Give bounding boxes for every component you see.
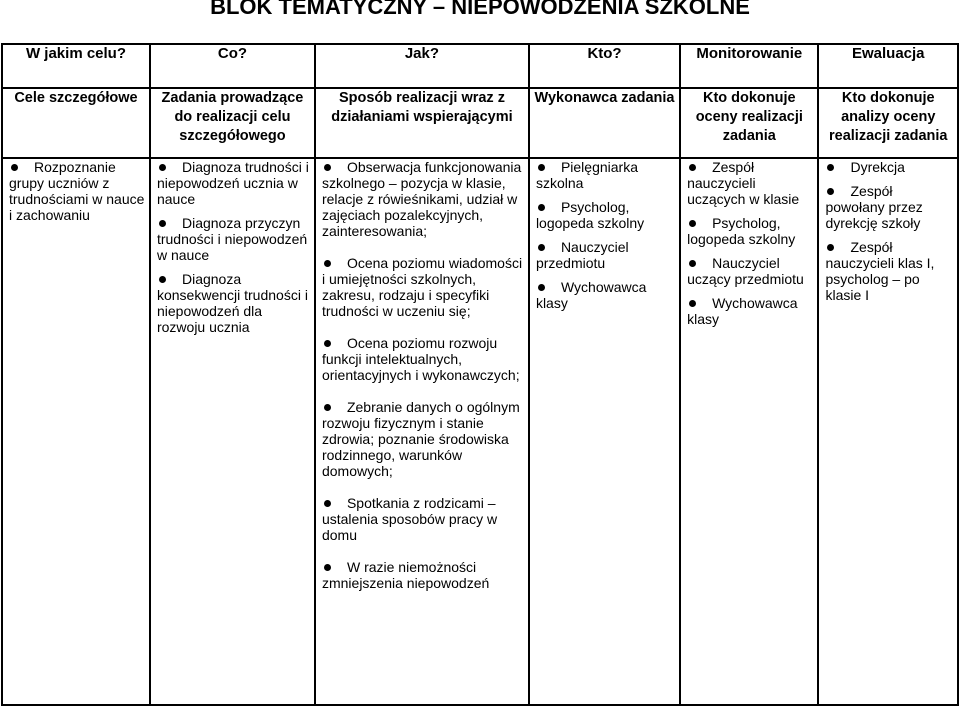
header-row-questions [2,44,958,88]
bullet-icon [538,164,545,171]
header-monitoring: Monitorowanie [680,44,818,88]
list-item [322,399,524,479]
list-item [322,559,524,591]
header-who: Kto? [529,44,680,88]
bullet-icon [324,564,331,571]
bullet-icon [538,204,545,211]
list-item [322,495,524,543]
header-evaluation: Ewaluacja [818,44,958,88]
list-item-text: Zespół powołany przez dyrekcję szkoły [825,183,923,231]
method-cell [315,158,529,705]
list-item [825,183,953,231]
list-item [9,159,145,223]
list-item-text: Ocena poziomu rozwoju funkcji intelektualnych, orientacyjnych i wykonawczych; [321,335,520,383]
list-item [157,271,310,335]
header-method: Sposób realizacji wraz z działaniami wspierającymi [315,88,529,158]
list-item [322,159,524,239]
list-item [687,295,813,327]
list-item-text: Wychowawca klasy [687,295,798,327]
page-title: BLOK TEMATYCZNY – NIEPOWODZENIA SZKOLNE [210,0,750,19]
assessor-cell [680,158,818,705]
bullet-icon [689,164,696,171]
header-row-descriptions [2,88,958,158]
header-why: W jakim celu? [2,44,150,88]
list-item-text: Obserwacja funkcjonowania szkolnego – pozycja w klasie, relacje z rówieśnikami, udział w zajęciach pozalekcyjnych, zainteresowania; [321,159,522,239]
bullet-icon [159,276,166,283]
header-how: Jak? [315,44,529,88]
bullet-icon [689,220,696,227]
header-tasks: Zadania prowadzące do realizacji celu szczegółowego [150,88,315,158]
list-item-text: Dyrekcja [850,159,905,175]
goals-cell [2,158,150,705]
list-item [536,159,675,191]
list-item [322,255,524,319]
bullet-icon [324,404,331,411]
bullet-icon [538,244,545,251]
list-item [687,255,813,287]
bullet-icon [689,260,696,267]
bullet-icon [324,340,331,347]
bullet-icon [827,188,834,195]
list-item [687,215,813,247]
analyst-cell [818,158,958,705]
plan-table [1,43,959,706]
list-item [536,279,675,311]
content-row [2,158,958,705]
list-item [157,159,310,207]
header-executor: Wykonawca zadania [529,88,680,158]
bullet-icon [324,164,331,171]
list-item [157,215,310,263]
list-item [825,159,953,175]
list-item-text: Diagnoza przyczyn trudności i niepowodzeń w nauce [156,215,308,263]
list-item-text: Wychowawca klasy [535,279,647,311]
list-item-text: Psycholog, logopeda szkolny [535,199,645,231]
list-item-text: Nauczyciel uczący przedmiotu [687,255,804,287]
header-analyst: Kto dokonuje analizy oceny realizacji zadania [818,88,958,158]
list-item-text: Diagnoza trudności i niepowodzeń ucznia w nauce [156,159,309,207]
bullet-icon [538,284,545,291]
list-item-text: Pielęgniarka szkolna [535,159,638,191]
list-item-text: Rozpoznanie grupy uczniów z trudnościami w nauce i zachowaniu [9,159,145,223]
tasks-cell [150,158,315,705]
executor-cell [529,158,680,705]
list-item-text: W razie niemożności zmniejszenia niepowodzeń [321,559,490,591]
bullet-icon [11,164,18,171]
list-item-text: Zespół nauczycieli klas I, psycholog – po klasie I [825,239,935,303]
bullet-icon [159,220,166,227]
bullet-icon [324,500,331,507]
list-item-text: Nauczyciel przedmiotu [535,239,629,271]
list-item-text: Psycholog, logopeda szkolny [687,215,796,247]
list-item-text: Spotkania z rodzicami – ustalenia sposobów pracy w domu [321,495,498,543]
header-what: Co? [150,44,315,88]
header-assessor: Kto dokonuje oceny realizacji zadania [680,88,818,158]
bullet-icon [159,164,166,171]
list-item [322,335,524,383]
header-detailed-goals: Cele szczegółowe [2,88,150,158]
bullet-icon [827,164,834,171]
bullet-icon [827,244,834,251]
list-item-text: Diagnoza konsekwencji trudności i niepowodzeń dla rozwoju ucznia [156,271,308,335]
list-item-text: Zebranie danych o ogólnym rozwoju fizycznym i stanie zdrowia; poznanie środowiska rodzinnego, warunków domowych; [321,399,520,479]
bullet-icon [324,260,331,267]
list-item [825,239,953,303]
list-item [687,159,813,207]
list-item-text: Ocena poziomu wiadomości i umiejętności szkolnych, zakresu, rodzaju i specyfiki trudności w uczeniu się; [321,255,523,319]
list-item [536,199,675,231]
list-item [536,239,675,271]
list-item-text: Zespół nauczycieli uczących w klasie [687,159,800,207]
bullet-icon [689,300,696,307]
